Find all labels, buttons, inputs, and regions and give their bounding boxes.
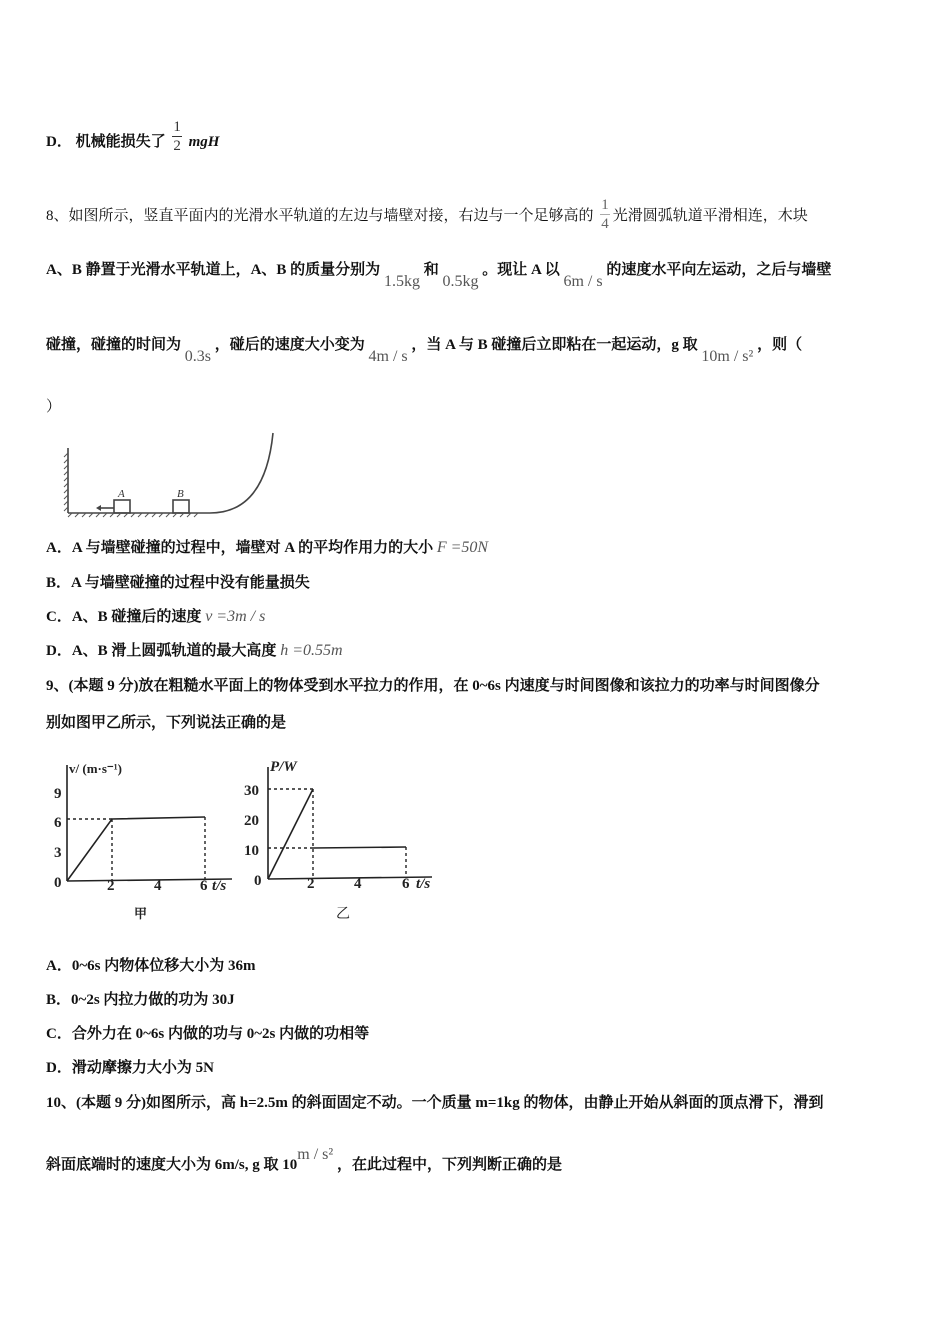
svg-text:6: 6: [54, 815, 62, 831]
q8-option-c: C．A、B 碰撞后的速度 v =3m / s: [46, 608, 266, 625]
q9-option-d: D．滑动摩擦力大小为 5N: [46, 1060, 214, 1076]
quarter-arc-track: [210, 433, 273, 513]
q8-line-2: A、B 静置于光滑水平轨道上，A、B 的质量分别为 1.5kg 和 0.5kg 。现让 A 以 6m / s 的速度水平向左运动，之后与墙壁: [46, 262, 832, 290]
svg-text:4: 4: [354, 876, 362, 892]
svg-text:10: 10: [244, 843, 259, 859]
initial-speed-value: 6m / s: [563, 273, 603, 290]
svg-text:20: 20: [244, 813, 259, 829]
q8-option-b: B．A 与墙壁碰撞的过程中没有能量损失: [46, 575, 310, 591]
q8-line-1: 8、如图所示，竖直平面内的光滑水平轨道的左边与墙壁对接，右边与一个足够高的 $\frac{1}{4}$ 光滑圆弧轨道平滑相连，木块: [46, 197, 808, 232]
svg-text:3: 3: [54, 845, 62, 861]
q8-option-a: A．A 与墙壁碰撞的过程中，墙壁对 A 的平均作用力的大小 F =50N: [46, 539, 489, 556]
svg-text:9: 9: [54, 786, 62, 802]
power-ramp-line: [268, 789, 313, 879]
rebound-speed-value: 4m / s: [368, 348, 408, 365]
gravity-unit: m / s²: [297, 1146, 334, 1163]
svg-text:0: 0: [54, 875, 62, 891]
mgH-expression: mgH: [188, 133, 220, 150]
q10-line-1: 10、(本题 9 分)如图所示，高 h=2.5m 的斜面固定不动。一个质量 m=1kg 的物体，由静止开始从斜面的顶点滑下，滑到: [46, 1095, 824, 1111]
mass-b-value: 0.5kg: [442, 273, 479, 290]
chart-velocity-time: [44, 755, 244, 930]
q9-option-a: A．0~6s 内物体位移大小为 36m: [46, 958, 256, 974]
q8-line-3: 碰撞，碰撞的时间为 0.3s ，碰后的速度大小变为 4m / s ，当 A 与 B 碰撞后立即粘在一起运动，g 取 10m / s² ，则（: [46, 337, 803, 365]
label-a: A: [118, 488, 125, 500]
y-axis-label: P/W: [270, 759, 297, 775]
q9-option-b: B．0~2s 内拉力做的功为 30J: [46, 992, 235, 1008]
collision-time-value: 0.3s: [184, 348, 211, 365]
x-axis-label: t/s: [416, 876, 431, 892]
chart-power-time: [232, 755, 442, 930]
fraction-quarter: $\frac{1}{4}$: [601, 197, 609, 232]
svg-text:30: 30: [244, 783, 259, 799]
svg-text:6: 6: [200, 878, 208, 894]
svg-text:甲: 甲: [134, 906, 148, 921]
arrow-head-icon: [96, 505, 101, 511]
svg-text:6: 6: [402, 876, 410, 892]
x-axis-label: t/s: [212, 878, 227, 894]
svg-text:2: 2: [307, 876, 315, 892]
q7-option-d: [46, 119, 220, 161]
q10-line-2: 斜面底端时的速度大小为 6m/s, g 取 10m / s² ，在此过程中，下列判断正确的是: [46, 1146, 562, 1173]
v-t-line: [67, 817, 205, 881]
svg-text:4: 4: [154, 878, 162, 894]
q9-line-1: 9、(本题 9 分)放在粗糙水平面上的物体受到水平拉力的作用，在 0~6s 内速度与时间图像和该拉力的功率与时间图像分: [46, 678, 820, 694]
fraction-half: $\frac{1}{2}$: [173, 119, 181, 154]
track-diagram: [60, 428, 300, 518]
y-axis-label: v/ (m·s⁻¹): [69, 761, 123, 776]
label-b: B: [177, 488, 184, 500]
power-constant-line: [313, 847, 406, 848]
block-b: [173, 500, 189, 513]
gravity-value: 10m / s²: [701, 348, 754, 365]
block-a: [114, 500, 130, 513]
svg-text:乙: 乙: [336, 907, 350, 922]
q8-option-d: D．A、B 滑上圆弧轨道的最大高度 h =0.55m: [46, 642, 343, 659]
q9-line-2: 别如图甲乙所示，下列说法正确的是: [46, 715, 287, 731]
svg-text:0: 0: [254, 873, 262, 889]
option-label: D．: [46, 133, 72, 150]
mass-a-value: 1.5kg: [383, 273, 420, 290]
q9-option-c: C．合外力在 0~6s 内做的功与 0~2s 内做的功相等: [46, 1026, 370, 1042]
svg-text:2: 2: [107, 878, 115, 894]
q8-line-4: ）: [46, 399, 62, 415]
option-text: 机械能损失了: [75, 133, 166, 150]
